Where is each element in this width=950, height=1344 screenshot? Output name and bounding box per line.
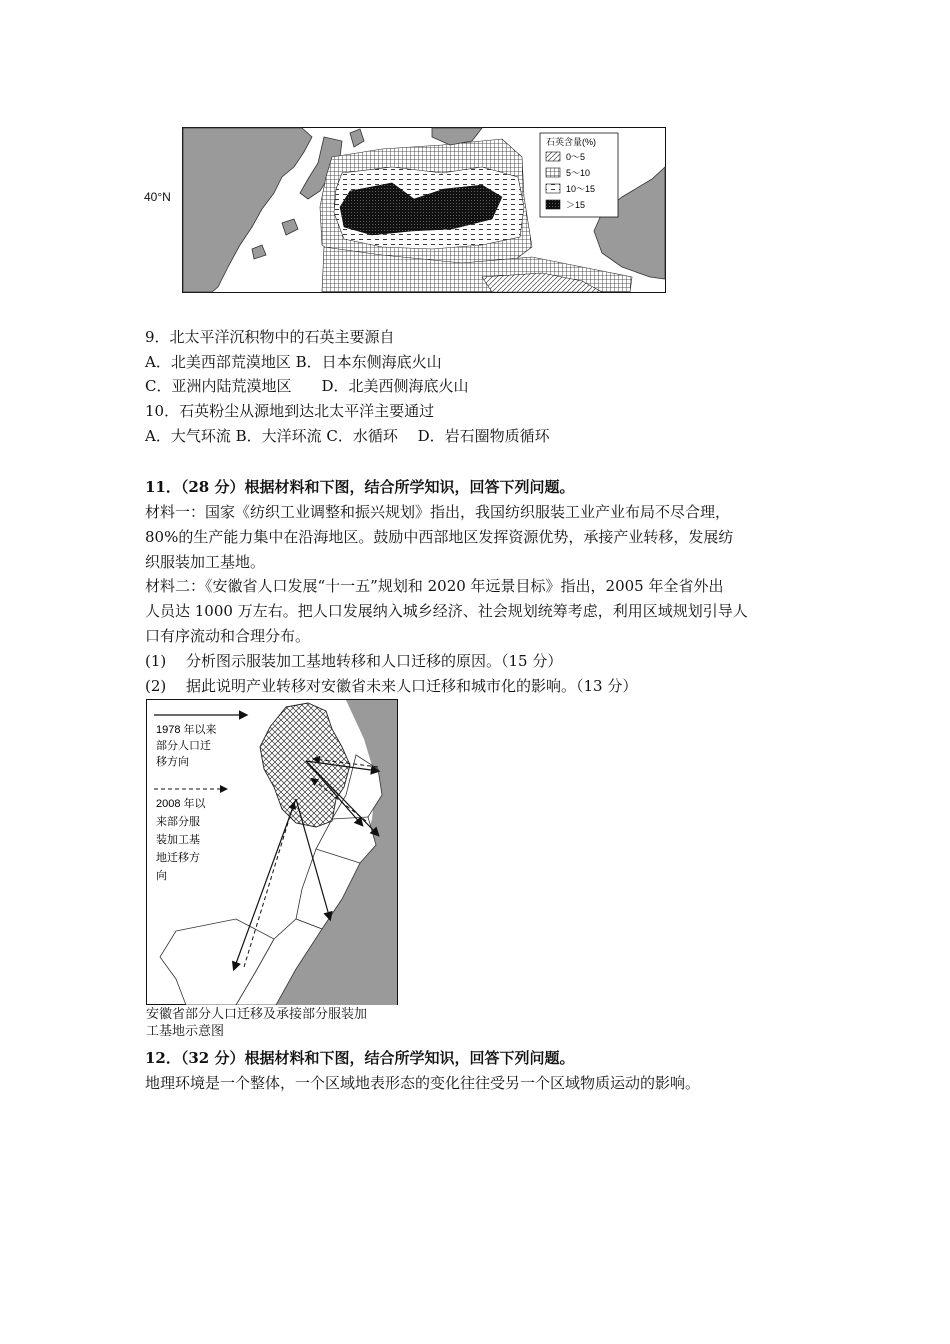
- q11-sub-question-2: (2) 据此说明产业转移对安徽省未来人口迁移和城市化的影响。（13 分）: [145, 677, 638, 695]
- q11-material1-line2: 80%的生产能力集中在沿海地区。鼓励中西部地区发挥资源优势，承接产业转移，发展纺: [145, 528, 734, 546]
- legend-dashed-line4: 地迁移方: [156, 852, 200, 864]
- legend-dashed-line1: 2008 年以: [156, 798, 206, 810]
- q11-material2-line1: 材料二：《安徽省人口发展“十一五”规划和 2020 年远景目标》指出，2005 年全省外出: [145, 577, 724, 595]
- q9-options-line2: C．亚洲内陆荒漠地区 D．北美西侧海底火山: [145, 377, 469, 395]
- q10-options: A．大气环流 B．大洋环流 C．水循环 D．岩石圈物质循环: [145, 427, 550, 445]
- q11-material1-line3: 织服装加工基地。: [145, 553, 266, 571]
- legend-title: 石英含量(%): [546, 137, 596, 147]
- map1-legend: [540, 133, 618, 217]
- legend-item-5-10: 5～10: [566, 168, 591, 178]
- q12-text: 地理环境是一个整体，一个区域地表形态的变化往往受另一个区域物质运动的影响。: [145, 1074, 701, 1092]
- legend-dashed-line5: 向: [156, 870, 167, 882]
- legend-solid-line3: 移方向: [156, 756, 189, 768]
- legend-item-10-15: 10～15: [566, 184, 596, 194]
- legend-solid-line2: 部分人口迁: [156, 740, 211, 752]
- quartz-distribution-map: [182, 127, 666, 293]
- q9-options-line1: A．北美西部荒漠地区 B．日本东侧海底火山: [145, 353, 442, 371]
- legend-dashed-line2: 来部分服: [156, 816, 200, 828]
- latitude-label: 40°N: [144, 190, 171, 204]
- legend-item-0-5: 0～5: [566, 152, 586, 162]
- q12-heading: 12．（32 分）根据材料和下图，结合所学知识，回答下列问题。: [145, 1049, 575, 1067]
- q11-material2-line2: 人员达 1000 万左右。把人口发展纳入城乡经济、社会规划统筹考虑，利用区域规划引导人: [145, 602, 748, 620]
- q11-material1-line1: 材料一：国家《纺织工业调整和振兴规划》指出，我国纺织服装工业产业布局不尽合理，: [145, 503, 731, 521]
- legend-item-over-15: ＞15: [566, 200, 586, 210]
- map2-caption-line1: 安徽省部分人口迁移及承接部分服装加: [146, 1006, 368, 1021]
- q9-stem: 9．北太平洋沉积物中的石英主要源自: [145, 328, 395, 346]
- q11-material2-line3: 口有序流动和合理分布。: [145, 627, 311, 645]
- map2-caption-line2: 工基地示意图: [146, 1023, 225, 1038]
- legend-dashed-line3: 装加工基: [156, 834, 200, 846]
- anhui-migration-map: [146, 699, 398, 1005]
- q11-heading: 11．（28 分）根据材料和下图，结合所学知识，回答下列问题。: [145, 478, 575, 496]
- legend-solid-line1: 1978 年以来: [156, 724, 217, 736]
- q10-stem: 10．石英粉尘从源地到达北太平洋主要通过: [145, 402, 435, 420]
- q11-sub-question-1: (1) 分析图示服装加工基地转移和人口迁移的原因。（15 分）: [145, 652, 563, 670]
